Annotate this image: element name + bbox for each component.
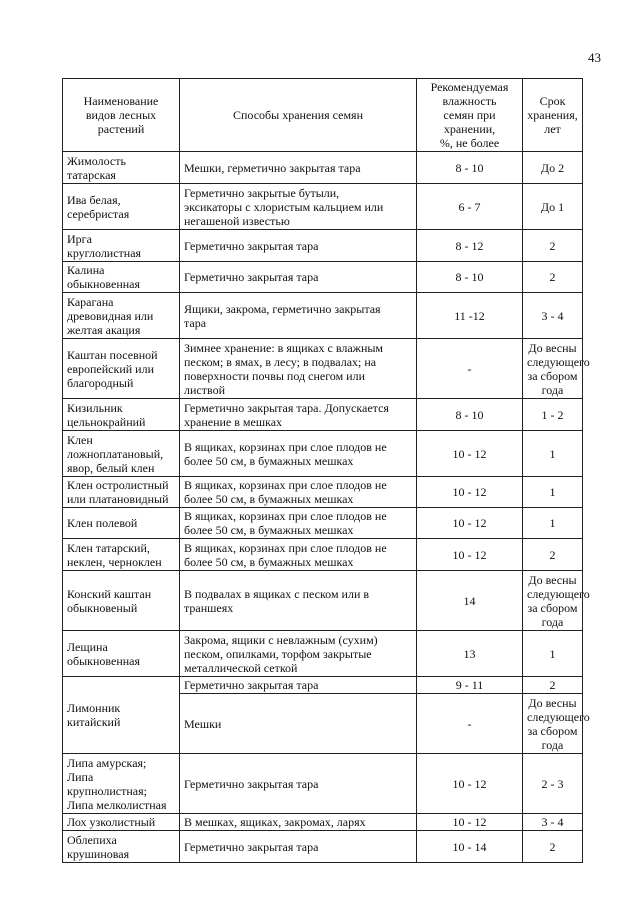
- species-name: Облепиха крушиновая: [63, 831, 180, 863]
- storage-term: 2: [523, 831, 583, 863]
- table-row: [63, 399, 583, 431]
- storage-method: В мешках, ящиках, закромах, ларях: [180, 814, 417, 831]
- species-name: Ирга круглолистная: [63, 230, 180, 262]
- storage-term: 1 - 2: [523, 399, 583, 431]
- storage-term: 3 - 4: [523, 814, 583, 831]
- table-row: [63, 814, 583, 831]
- storage-method: Герметично закрытая тара: [180, 230, 417, 262]
- storage-method: В ящиках, корзинах при слое плодов не более 50 см, в бумажных мешках: [180, 431, 417, 477]
- storage-method: В ящиках, корзинах при слое плодов не более 50 см, в бумажных мешках: [180, 477, 417, 508]
- species-name: Жимолость татарская: [63, 152, 180, 184]
- header-humidity: Рекомендуемая влажность семян при хранении, %, не более: [417, 79, 523, 152]
- species-name: Конский каштан обыкновеный: [63, 571, 180, 631]
- humidity-value: 13: [417, 631, 523, 677]
- page-number: 43: [588, 50, 601, 65]
- table-row: [63, 339, 583, 399]
- table-row: [63, 477, 583, 508]
- seed-storage-table: [62, 78, 590, 863]
- storage-method: Герметично закрытая тара: [180, 262, 417, 293]
- table-row: [63, 262, 583, 293]
- storage-method: В подвалах в ящиках с песком или в траншеях: [180, 571, 417, 631]
- species-name: Клен остролистный или платановидный: [63, 477, 180, 508]
- storage-term: 2: [523, 230, 583, 262]
- humidity-value: -: [417, 694, 523, 754]
- table-row: [63, 631, 583, 677]
- storage-term: 1: [523, 431, 583, 477]
- humidity-value: 11 -12: [417, 293, 523, 339]
- humidity-value: 8 - 10: [417, 262, 523, 293]
- species-name: Клен полевой: [63, 508, 180, 539]
- species-name: Лимонник китайский: [63, 677, 180, 754]
- humidity-value: 10 - 12: [417, 814, 523, 831]
- humidity-value: 8 - 10: [417, 152, 523, 184]
- species-name: Кизильник цельнокрайний: [63, 399, 180, 431]
- storage-method: Мешки, герметично закрытая тара: [180, 152, 417, 184]
- species-name: Каштан посевной европейский или благородный: [63, 339, 180, 399]
- table-body: [63, 152, 590, 863]
- table-row: [63, 539, 583, 571]
- storage-method: Зимнее хранение: в ящиках с влажным песком; в ямах, в лесу; в подвалах; на поверхности почвы под снегом или листвой: [180, 339, 417, 399]
- storage-method: Закрома, ящики с невлажным (сухим) песком, опилками, торфом закрытые металлической сеткой: [180, 631, 417, 677]
- humidity-value: 10 - 12: [417, 508, 523, 539]
- storage-term: 1: [523, 477, 583, 508]
- storage-method: В ящиках, корзинах при слое плодов не более 50 см, в бумажных мешках: [180, 539, 417, 571]
- storage-term: 3 - 4: [523, 293, 583, 339]
- humidity-value: 10 - 12: [417, 477, 523, 508]
- storage-method: В ящиках, корзинах при слое плодов не более 50 см, в бумажных мешках: [180, 508, 417, 539]
- humidity-value: -: [417, 339, 523, 399]
- humidity-value: 10 - 12: [417, 431, 523, 477]
- species-name: Клен ложноплатановый, явор, белый клен: [63, 431, 180, 477]
- table-header-row: [63, 79, 583, 152]
- storage-term: До весны следующего за сбором года: [523, 339, 583, 399]
- species-name: Лох узколистный: [63, 814, 180, 831]
- humidity-value: 10 - 14: [417, 831, 523, 863]
- humidity-value: 14: [417, 571, 523, 631]
- storage-term: 2: [523, 539, 583, 571]
- storage-method: Герметично закрытая тара. Допускается хранение в мешках: [180, 399, 417, 431]
- storage-method: Герметично закрытая тара: [180, 677, 417, 694]
- storage-term: 1: [523, 508, 583, 539]
- table-row: [63, 152, 583, 184]
- species-name: Липа амурская; Липа крупнолистная; Липа мелколистная: [63, 754, 180, 814]
- humidity-value: 8 - 10: [417, 399, 523, 431]
- table-row: [63, 571, 583, 631]
- table-row: [63, 431, 583, 477]
- table-row: [63, 677, 583, 694]
- table-row: [63, 508, 583, 539]
- storage-term: До весны следующего за сбором года: [523, 571, 583, 631]
- humidity-value: 9 - 11: [417, 677, 523, 694]
- storage-term: 1: [523, 631, 583, 677]
- species-name: Лещина обыкновенная: [63, 631, 180, 677]
- humidity-value: 10 - 12: [417, 754, 523, 814]
- species-name: Карагана древовидная или желтая акация: [63, 293, 180, 339]
- table-row: [63, 230, 583, 262]
- header-species: Наименование видов лесных растений: [63, 79, 180, 152]
- table-row: [63, 831, 583, 863]
- storage-method: Ящики, закрома, герметично закрытая тара: [180, 293, 417, 339]
- storage-method: Герметично закрытая тара: [180, 754, 417, 814]
- table-row: [63, 754, 583, 814]
- species-name: Калина обыкновенная: [63, 262, 180, 293]
- header-method: Способы хранения семян: [180, 79, 417, 152]
- header-term: Срок хранения, лет: [523, 79, 583, 152]
- storage-term: До 2: [523, 152, 583, 184]
- table-row: [63, 293, 583, 339]
- storage-method: Мешки: [180, 694, 417, 754]
- storage-term: 2: [523, 262, 583, 293]
- storage-term: 2: [523, 677, 583, 694]
- humidity-value: 8 - 12: [417, 230, 523, 262]
- storage-term: До весны следующего за сбором года: [523, 694, 583, 754]
- species-name: Ива белая, серебристая: [63, 184, 180, 230]
- storage-method: Герметично закрытая тара: [180, 831, 417, 863]
- species-name: Клен татарский, неклен, черноклен: [63, 539, 180, 571]
- storage-term: 2 - 3: [523, 754, 583, 814]
- humidity-value: 6 - 7: [417, 184, 523, 230]
- table-row: [63, 184, 583, 230]
- humidity-value: 10 - 12: [417, 539, 523, 571]
- storage-term: До 1: [523, 184, 583, 230]
- storage-method: Герметично закрытые бутыли, эксикаторы с хлористым кальцием или негашеной известью: [180, 184, 417, 230]
